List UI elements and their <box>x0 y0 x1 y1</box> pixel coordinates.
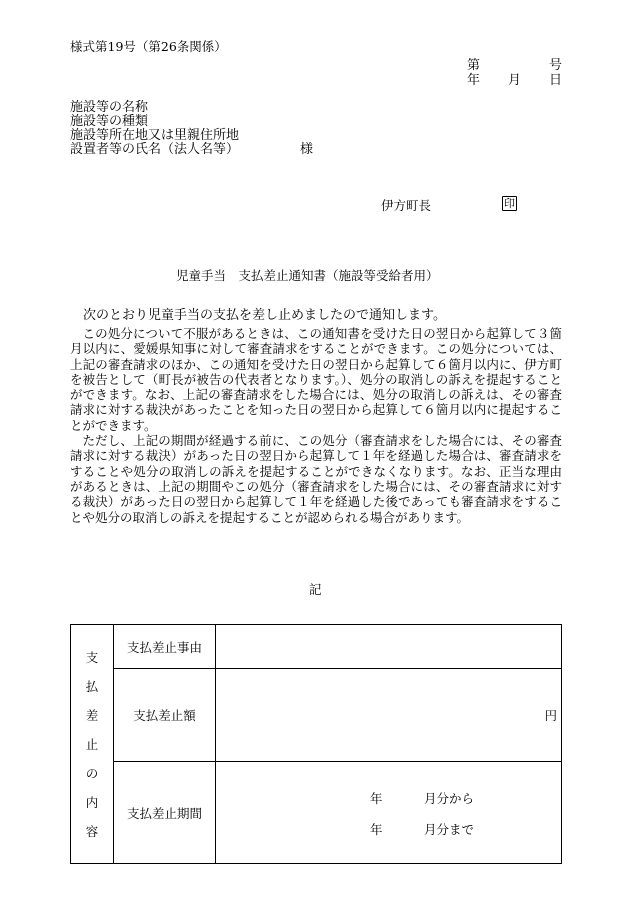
intro-text: 次のとおり児童手当の支払を差し止めましたので通知します。 <box>83 308 446 323</box>
amount-unit: 円 <box>544 708 557 723</box>
side-char: 容 <box>85 823 99 839</box>
period-to-year: 年 <box>370 821 383 837</box>
notice-paragraph-1: この処分について不服があるときは、この通知書を受けた日の翌日から起算して３箇月以内に、愛媛県知事に対して審査請求をすることができます。この処分については、上記の審査請求のほか、この通知を受けた日の翌日から起算して６箇月以内に、伊方町を被告として（町長が被告の代表者となります。）、処分の取消しの訴えを提起することができます。なお、上記の審査請求をした場合には、処分の取消しの訴えは、その審査請求に対する裁決があったことを知った日の翌日から起算して６箇月以内に提起することができます。 <box>70 326 562 433</box>
side-char: の <box>85 765 99 781</box>
side-char: 差 <box>85 707 99 723</box>
side-label <box>71 625 114 864</box>
period-to-suffix: 月分まで <box>424 821 475 837</box>
facility-name-label: 施設等の名称 <box>70 100 149 115</box>
document-title: 児童手当 支払差止通知書（施設等受給者用） <box>176 268 439 283</box>
form-id: 様式第19号（第26条関係） <box>70 39 227 54</box>
facility-type-label: 施設等の種類 <box>70 114 149 129</box>
period-from-year: 年 <box>370 790 383 806</box>
sama-label: 様 <box>300 142 314 157</box>
side-char: 止 <box>85 736 99 752</box>
reason-label: 支払差止事由 <box>114 625 216 669</box>
facility-address-label: 施設等所在地又は里親住所地 <box>70 128 240 143</box>
number-go: 号 <box>549 58 563 73</box>
seal-mark: 印 <box>504 197 515 210</box>
date-year: 年 <box>467 73 481 88</box>
operator-name-label: 設置者等の氏名（法人名等） <box>70 142 240 157</box>
notice-paragraph-2: ただし、上記の期間が経過する前に、この処分（審査請求をした場合には、その審査請求に対する裁決）があった日の翌日から起算して１年を経過した場合は、審査請求をすることや処分の取消しの訴えを提起することができなくなります。なお、正当な理由があるときは、上記の期間やこの処分（審査請求をした場合には、その審査請求に対する裁決）があった日の翌日から起算して１年を経過した後であっても審査請求をすることや処分の取消しの訴えを提起することが認められる場合があります。 <box>70 433 562 525</box>
record-table <box>70 624 562 864</box>
side-char: 内 <box>85 794 99 810</box>
period-from-suffix: 月分から <box>424 790 475 806</box>
sender-title: 伊方町長 <box>381 198 432 213</box>
period-label: 支払差止期間 <box>114 762 216 864</box>
date-day: 日 <box>549 73 563 88</box>
side-char: 支 <box>85 649 99 665</box>
number-dai: 第 <box>467 58 481 73</box>
amount-value <box>216 669 562 762</box>
side-char: 払 <box>85 678 99 694</box>
period-value <box>216 762 562 864</box>
amount-label: 支払差止額 <box>114 669 216 762</box>
notice-text <box>70 326 562 525</box>
date-month: 月 <box>508 73 522 88</box>
reason-value <box>216 625 562 669</box>
ki-mark: 記 <box>309 582 322 597</box>
